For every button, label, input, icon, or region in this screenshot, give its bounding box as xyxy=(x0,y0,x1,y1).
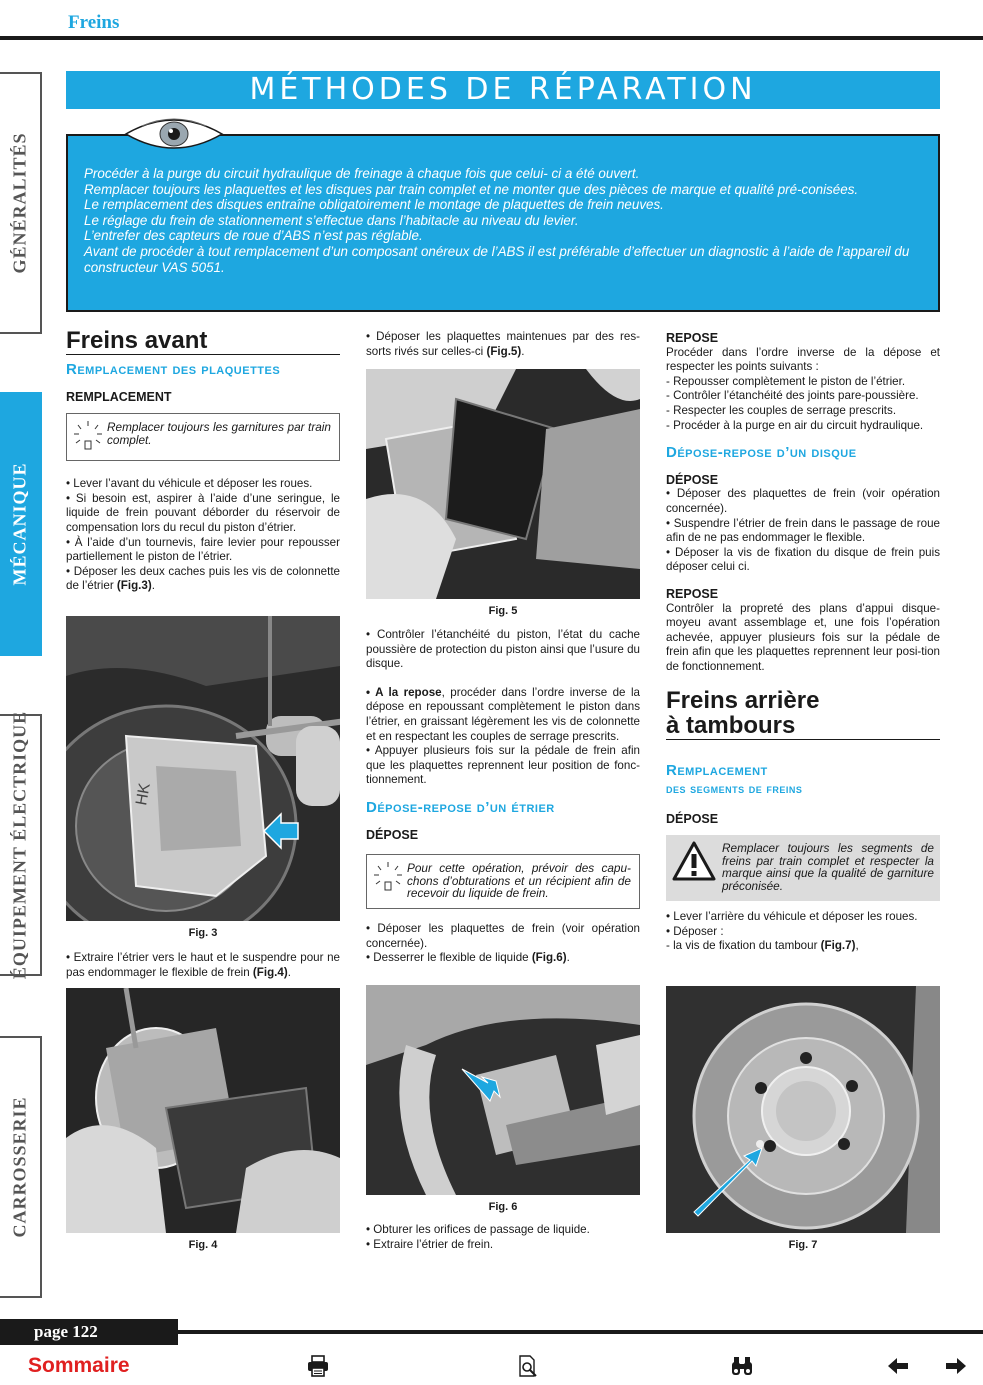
side-tab-label: MÉCANIQUE xyxy=(9,462,30,586)
note-box xyxy=(366,854,640,909)
intro-line: Le réglage du frein de stationnement s’effectue dans l’habitacle au niveau du levier. xyxy=(84,212,579,228)
step-text: • Si besoin est, aspirer à l’aide d’une seringue, le liquide de frein pouvant déborder du réservoir de compensation lors du recul du piston d’étrier. xyxy=(66,491,340,534)
intro-line: Remplacer toujours les plaquettes et les disques par train complet et ne monter que des pièces de marque et qualité pré-conisées. xyxy=(84,181,859,197)
step-text-body: , procéder dans l’ordre inverse de la dépose en repoussant complètement le piston dans l’étrier, en graissant légèrement les vis de colonnette et en respectant les couples de serrage prescrits. xyxy=(366,685,640,743)
column-1 xyxy=(66,328,340,594)
binoculars-icon[interactable] xyxy=(730,1354,754,1378)
step-text: • Déposer les plaquettes maintenues par des res-sorts rivés sur celles-ci (Fig.5). xyxy=(366,330,640,358)
step-text: • Déposer la vis de fixation du disque de frein puis déposer celui ci. xyxy=(666,545,940,574)
warning-box xyxy=(666,835,940,901)
footer-rule xyxy=(178,1330,983,1334)
fig6-photo xyxy=(366,985,640,1195)
step-text-body: • Déposer les deux caches puis les vis de colonnette de l’étrier xyxy=(66,564,340,593)
fig7-caption: Fig. 7 xyxy=(788,1239,818,1251)
fig-reference: (Fig.4) xyxy=(252,965,288,979)
lightbulb-icon xyxy=(372,860,404,896)
step-text-body: • Desserrer le flexible de liquide xyxy=(366,951,532,965)
arrow-left-icon[interactable] xyxy=(886,1354,910,1378)
step-text: • Desserrer le flexible de liquide (Fig.6). xyxy=(366,951,570,965)
subheading-etrier: Dépose-repose d’un étrier xyxy=(366,798,555,816)
intro-line: Avant de procéder à tout remplacement d’un composant onéreux de l’ABS il est préférable d’effectuer un diagnostic à l’aide de l’appareil du constructeur VAS 5051. xyxy=(84,243,910,275)
step-text-body: • Extraire l’étrier vers le haut et le suspendre pour ne pas endommager le flexible de frein xyxy=(66,951,340,979)
fig3-caption: Fig. 3 xyxy=(188,927,218,939)
side-tab-carrosserie[interactable] xyxy=(0,1036,42,1298)
section-banner: MÉTHODES DE RÉPARATION xyxy=(66,71,940,109)
step-text-body: - la vis de fixation du tambour xyxy=(666,939,821,953)
step-text xyxy=(366,686,640,744)
subheading-line: Remplacement xyxy=(666,762,768,780)
step-text: • À l’aide d’un tournevis, faire levier pour repousser partiellement le piston de l’étrier. xyxy=(66,535,340,564)
fig4-photo xyxy=(66,988,340,1233)
step-text: - Contrôler l’étanchéité des joints pare-poussière. xyxy=(666,389,919,403)
section-heading-freins-avant: Freins avant xyxy=(66,328,340,355)
header-rule xyxy=(0,36,983,40)
fig-reference: (Fig.7) xyxy=(820,939,856,953)
intro-line: Procéder à la purge du circuit hydraulique de freinage à chaque fois que celui- ci a été ouvert. xyxy=(84,166,640,181)
step-text: Procéder dans l’ordre inverse de la dépose et respecter les points suivants : xyxy=(666,345,940,374)
subheading-line: des segments de freins xyxy=(666,781,803,797)
step-text: • Appuyer plusieurs fois sur la pédale de frein afin que les plaquettes reprennent leur position de fonc-tionnement. xyxy=(366,744,640,787)
heading-line: Freins arrière xyxy=(666,687,820,715)
step-text: • Lever l’arrière du véhicule et déposer les roues. xyxy=(666,910,918,924)
column-2 xyxy=(366,330,640,359)
note-box xyxy=(66,413,340,461)
subheading-disque: Dépose-repose d’un disque xyxy=(666,444,857,462)
warning-icon xyxy=(672,841,716,881)
page-number: page 122 xyxy=(0,1319,178,1345)
sommaire-link[interactable]: Sommaire xyxy=(28,1354,130,1377)
column-3 xyxy=(666,331,940,954)
step-text: • Extraire l’étrier vers le haut et le suspendre pour ne pas endommager le flexible de frein (Fig.4). xyxy=(66,951,340,979)
fig7-photo xyxy=(666,986,940,1233)
fig-reference: (Fig.6) xyxy=(531,951,567,965)
step-text: Contrôler la propreté des plans d’appui disque-moyeu avant assemblage et, une fois l’opération achevée, appuyer plusieurs fois sur la pédale de frein afin que les plaquettes reprennent leur posi-tion de fonctionnement. xyxy=(666,601,940,673)
step-text: - Procéder à la purge en air du circuit hydraulique. xyxy=(666,418,924,432)
fig5-photo xyxy=(366,369,640,599)
fig4-caption: Fig. 4 xyxy=(188,1239,218,1251)
step-text-end: , xyxy=(855,939,859,953)
note-text: Remplacer toujours les garnitures par train complet. xyxy=(107,420,331,447)
subheading-segments xyxy=(666,762,940,798)
zoom-page-icon[interactable] xyxy=(516,1354,540,1378)
header-title: Freins xyxy=(68,12,120,33)
step-text: • Lever l’avant du véhicule et déposer les roues. xyxy=(66,477,313,491)
subheading-plaquettes: Remplacement des plaquettes xyxy=(66,361,281,378)
fig3-photo xyxy=(66,616,340,921)
small-heading-depose: DÉPOSE xyxy=(666,812,719,827)
lightbulb-icon xyxy=(72,419,104,455)
side-tab-label: GÉNÉRALITÉS xyxy=(9,132,30,274)
small-heading-repose: REPOSE xyxy=(666,331,719,345)
fig3-caliper-label: HK xyxy=(133,781,154,807)
side-tab-equipement-electrique[interactable] xyxy=(0,710,42,980)
side-tab-label: ÉQUIPEMENT ÉLECTRIQUE xyxy=(9,710,30,980)
fig-reference: (Fig.3) xyxy=(116,579,152,593)
warning-text: Remplacer toujours les segments de freins par train complet et respecter la marque ainsi que la qualité de garniture préconisée. xyxy=(722,841,934,893)
step-text: • Déposer : xyxy=(666,924,724,938)
small-heading-depose: DÉPOSE xyxy=(666,472,719,487)
small-heading-depose: DÉPOSE xyxy=(366,827,419,842)
step-text: • Déposer les deux caches puis les vis de colonnette de l’étrier (Fig.3). xyxy=(66,564,340,593)
step-text: • Obturer les orifices de passage de liquide. xyxy=(366,1223,590,1236)
column-2-middle xyxy=(366,628,640,966)
column-1-lower xyxy=(66,951,340,980)
eye-icon xyxy=(122,114,226,154)
small-heading-repose: REPOSE xyxy=(666,586,719,601)
step-text-bold: • A la repose xyxy=(366,685,442,699)
step-text: • Suspendre l’étrier de frein dans le passage de roue afin de ne pas endommager le flexible. xyxy=(666,516,940,545)
side-tab-mecanique[interactable] xyxy=(0,392,42,656)
note-text: Pour cette opération, prévoir des capu-chons d’obturations et un récipient afin de recevoir du liquide de frein. xyxy=(407,861,631,901)
step-text: • Déposer les plaquettes de frein (voir opération concernée). xyxy=(366,922,640,950)
step-text: - Repousser complètement le piston de l’étrier. xyxy=(666,374,906,388)
arrow-right-icon[interactable] xyxy=(944,1354,968,1378)
printer-icon[interactable] xyxy=(306,1354,330,1378)
step-text: - Respecter les couples de serrage prescrits. xyxy=(666,403,897,417)
intro-line: Le remplacement des disques entraîne obligatoirement le montage de plaquettes de frein neuves. xyxy=(84,197,664,213)
step-text: • Contrôler l’étanchéité du piston, l’état du cache poussière de protection du piston ainsi que l’usure du disque. xyxy=(366,628,640,671)
heading-line: à tambours xyxy=(666,712,796,740)
small-heading-remplacement: REMPLACEMENT xyxy=(66,389,172,404)
section-heading-freins-arriere xyxy=(666,688,940,740)
fig-reference: (Fig.5) xyxy=(486,344,522,358)
step-text-body: • Déposer les plaquettes maintenues par des res-sorts rivés sur celles-ci xyxy=(366,330,640,358)
side-tab-label: CARROSSERIE xyxy=(9,1096,30,1238)
step-text xyxy=(666,939,940,954)
fig5-caption: Fig. 5 xyxy=(488,605,518,617)
intro-line: L’entrefer des capteurs de roue d’ABS n’est pas réglable. xyxy=(84,228,423,244)
column-2-lower xyxy=(366,1223,640,1252)
side-tab-generalites[interactable] xyxy=(0,72,42,334)
step-text: • Extraire l’étrier de frein. xyxy=(366,1237,494,1251)
fig6-caption: Fig. 6 xyxy=(488,1201,518,1213)
intro-text xyxy=(84,166,926,275)
step-text: • Déposer des plaquettes de frein (voir opération concernée). xyxy=(666,487,940,515)
